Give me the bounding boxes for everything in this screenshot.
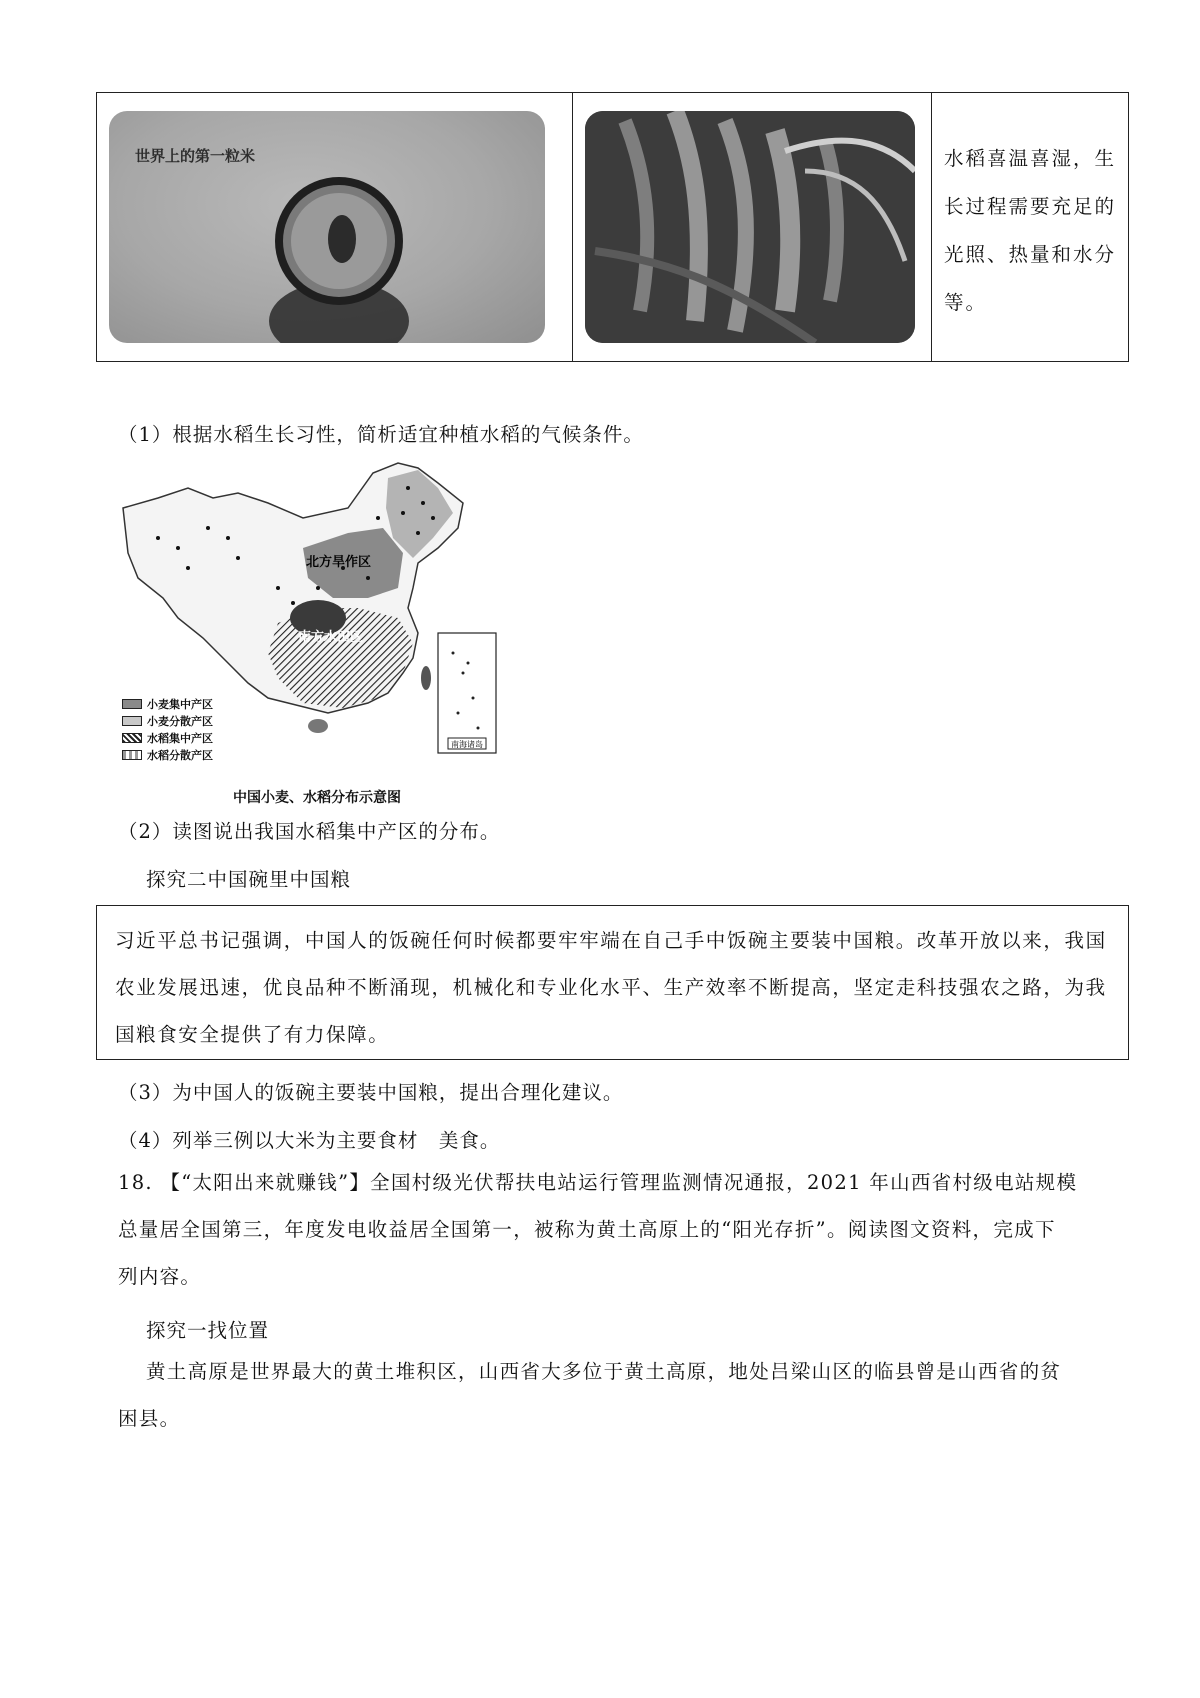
quote-line: 习近平总书记强调，中国人的饭碗任何时候都要牢牢端在自己手中饭碗主要装中国粮。改革开放以来，我国 xyxy=(115,929,1107,952)
question-18 xyxy=(118,1159,1118,1300)
south-paddy-region-label: 南方水田区 xyxy=(298,630,364,645)
rice-plant-photo xyxy=(585,111,915,343)
q18-line: 列内容。 xyxy=(118,1265,202,1288)
photo-cell-rice-grain xyxy=(97,93,573,361)
description-line: 等。 xyxy=(944,291,988,314)
photo-cell-rice-plant xyxy=(573,93,932,361)
description-line: 水稻喜温喜湿，生 xyxy=(944,147,1117,170)
loess-line: 困县。 xyxy=(118,1407,181,1430)
legend-label: 水稻集中产区 xyxy=(147,731,213,745)
legend-swatch-rice-scattered xyxy=(122,750,142,760)
question-1: （1）根据水稻生长习性，简析适宜种植水稻的气候条件。 xyxy=(118,423,644,446)
legend-item xyxy=(122,729,213,746)
quote-box xyxy=(96,905,1129,1060)
map-legend xyxy=(122,695,213,763)
quote-line: 国粮食安全提供了有力保障。 xyxy=(115,1023,390,1046)
quote-line: 农业发展迅速，优良品种不断涌现，机械化和专业化水平、生产效率不断提高，坚定走科技强农之路，为我 xyxy=(115,976,1107,999)
taiwan-island xyxy=(421,666,431,690)
legend-item xyxy=(122,695,213,712)
top-table xyxy=(96,92,1129,362)
photo-caption: 世界上的第一粒米 xyxy=(135,147,256,165)
explore-2-heading: 探究二中国碗里中国粮 xyxy=(146,868,352,891)
legend-swatch-rice-concentrated xyxy=(122,733,142,743)
rice-panicles-image xyxy=(585,111,915,343)
question-4: （4）列举三例以大米为主要食材 美食。 xyxy=(118,1129,501,1152)
rice-description-cell xyxy=(932,93,1128,361)
question-2: （2）读图说出我国水稻集中产区的分布。 xyxy=(118,820,501,843)
north-dry-region-label: 北方旱作区 xyxy=(306,555,372,570)
legend-swatch-wheat-concentrated xyxy=(122,699,142,709)
q18-line: 18. 【“太阳出来就赚钱”】全国村级光伏帮扶电站运行管理监测情况通报，2021 年山西省村级电站规模 xyxy=(118,1171,1078,1194)
legend-swatch-wheat-scattered xyxy=(122,716,142,726)
legend-label: 水稻分散产区 xyxy=(147,748,213,762)
south-china-sea-inset xyxy=(438,633,496,753)
loess-paragraph xyxy=(118,1348,1116,1442)
legend-label: 小麦集中产区 xyxy=(147,697,213,711)
explore-1-heading: 探究一找位置 xyxy=(146,1319,270,1342)
description-line: 长过程需要充足的 xyxy=(944,195,1117,218)
q18-line: 总量居全国第三，年度发电收益居全国第一，被称为黄土高原上的“阳光存折”。阅读图文资料，完成下 xyxy=(118,1218,1056,1241)
description-line: 光照、热量和水分 xyxy=(944,243,1117,266)
inset-label: 南海诸岛 xyxy=(451,740,483,749)
legend-item xyxy=(122,746,213,763)
rice-grain-image xyxy=(109,111,545,343)
legend-label: 小麦分散产区 xyxy=(147,714,213,728)
question-3: （3）为中国人的饭碗主要装中国粮，提出合理化建议。 xyxy=(118,1081,624,1104)
map-title: 中国小麦、水稻分布示意图 xyxy=(233,790,401,806)
hainan-island xyxy=(308,719,328,733)
first-rice-grain-photo xyxy=(109,111,545,343)
loess-line: 黄土高原是世界最大的黄土堆积区，山西省大多位于黄土高原，地处吕梁山区的临县曾是山西省的贫 xyxy=(146,1360,1062,1383)
legend-item xyxy=(122,712,213,729)
